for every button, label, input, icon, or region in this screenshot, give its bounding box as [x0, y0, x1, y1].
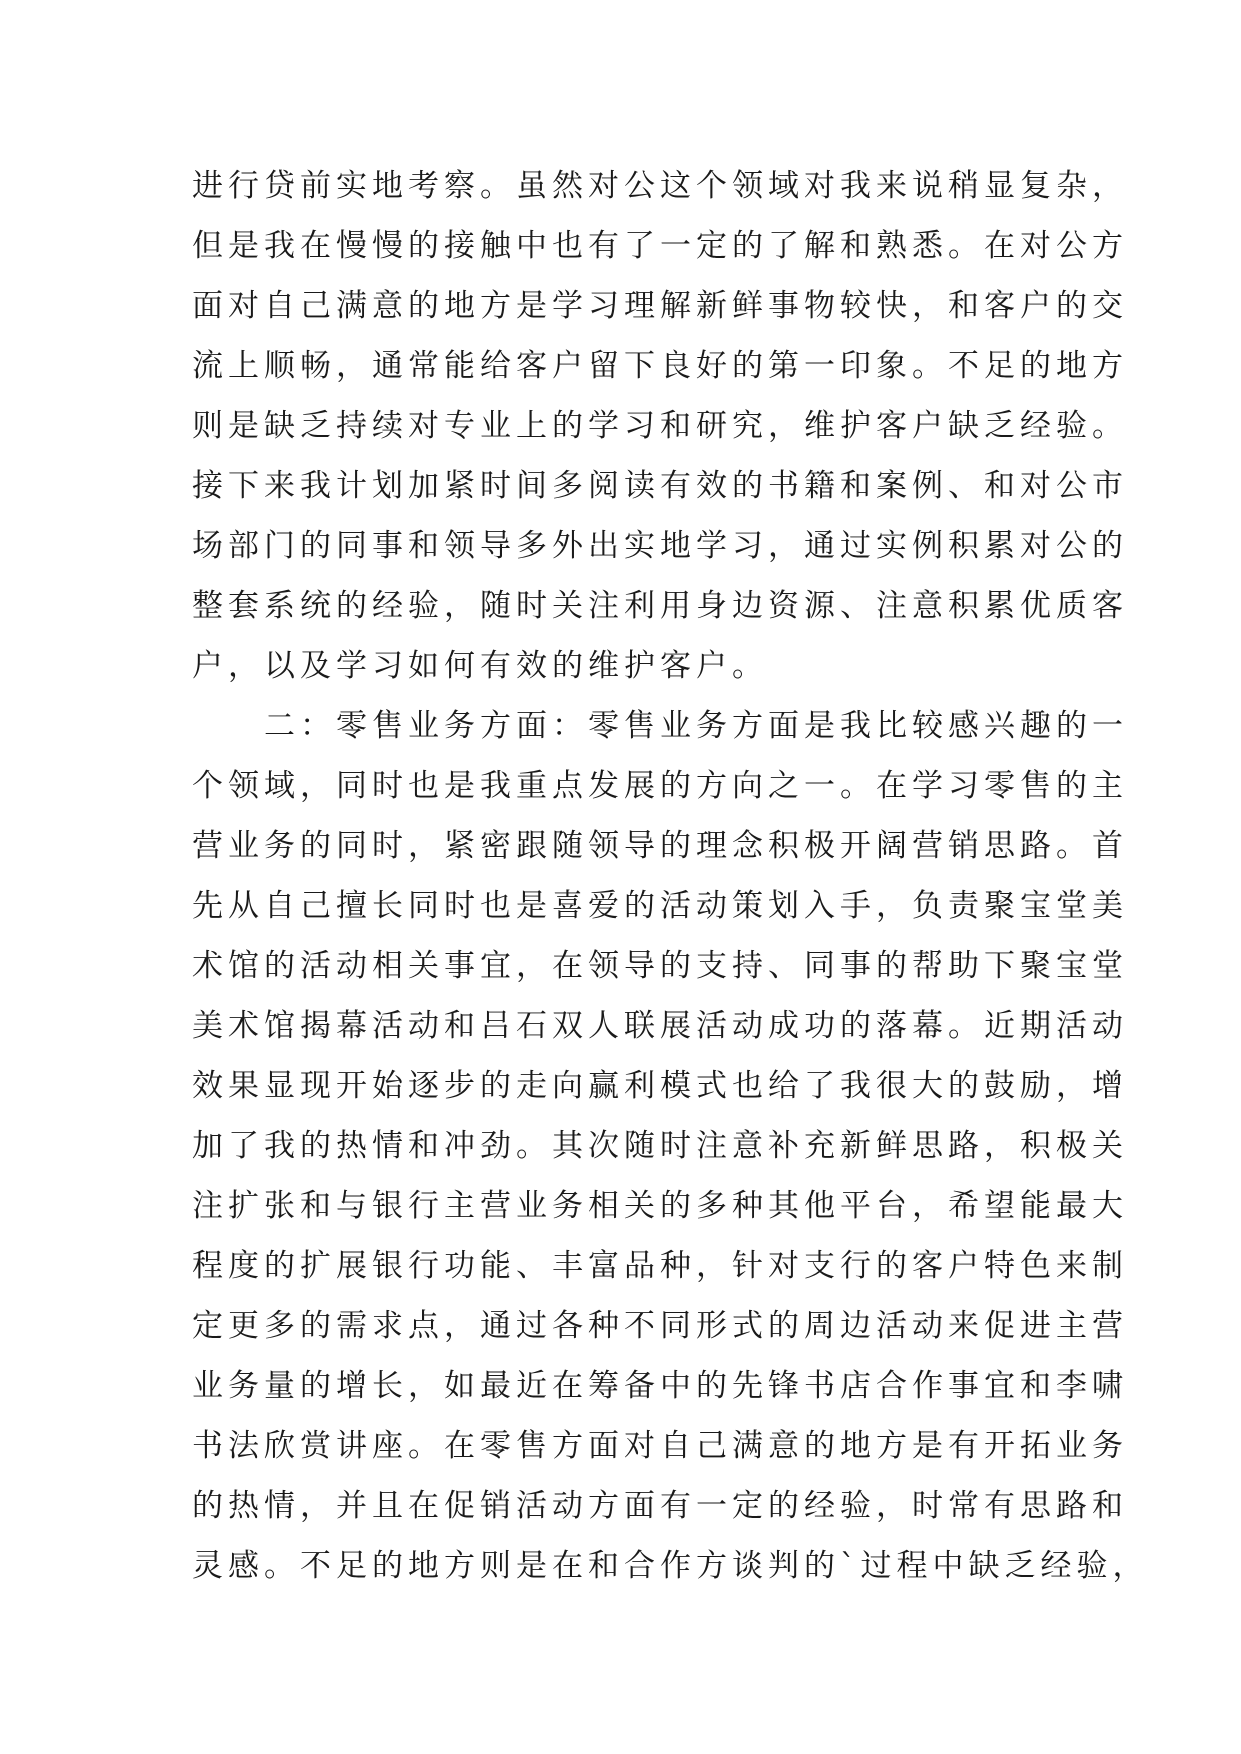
text-line: 个领域，同时也是我重点发展的方向之一。在学习零售的主	[192, 768, 1128, 804]
text-line: 美术馆揭幕活动和吕石双人联展活动成功的落幕。近期活动	[192, 1008, 1128, 1044]
text-line: 效果显现开始逐步的走向赢利模式也给了我很大的鼓励，增	[192, 1068, 1128, 1104]
text-line: 面对自己满意的地方是学习理解新鲜事物较快，和客户的交	[192, 288, 1128, 324]
section-heading-line: 二：零售业务方面：零售业务方面是我比较感兴趣的一	[192, 708, 1128, 744]
text-line: 但是我在慢慢的接触中也有了一定的了解和熟悉。在对公方	[192, 228, 1128, 264]
body-text	[192, 156, 1149, 1596]
text-line: 业务量的增长，如最近在筹备中的先锋书店合作事宜和李啸	[192, 1368, 1128, 1404]
text-line: 术馆的活动相关事宜，在领导的支持、同事的帮助下聚宝堂	[192, 948, 1128, 984]
text-line: 户，以及学习如何有效的维护客户。	[192, 648, 768, 684]
text-line: 场部门的同事和领导多外出实地学习，通过实例积累对公的	[192, 528, 1128, 564]
text-line: 注扩张和与银行主营业务相关的多种其他平台，希望能最大	[192, 1188, 1128, 1224]
text-line: 的热情，并且在促销活动方面有一定的经验，时常有思路和	[192, 1488, 1128, 1524]
text-line: 整套系统的经验，随时关注利用身边资源、注意积累优质客	[192, 588, 1128, 624]
text-line: 进行贷前实地考察。虽然对公这个领域对我来说稍显复杂，	[192, 168, 1128, 204]
text-line: 加了我的热情和冲劲。其次随时注意补充新鲜思路，积极关	[192, 1128, 1128, 1164]
text-line: 接下来我计划加紧时间多阅读有效的书籍和案例、和对公市	[192, 468, 1128, 504]
text-line: 流上顺畅，通常能给客户留下良好的第一印象。不足的地方	[192, 348, 1128, 384]
text-line: 程度的扩展银行功能、丰富品种，针对支行的客户特色来制	[192, 1248, 1128, 1284]
text-line: 书法欣赏讲座。在零售方面对自己满意的地方是有开拓业务	[192, 1428, 1128, 1464]
text-line: 则是缺乏持续对专业上的学习和研究，维护客户缺乏经验。	[192, 408, 1128, 444]
text-line: 灵感。不足的地方则是在和合作方谈判的`过程中缺乏经验，	[192, 1548, 1149, 1584]
text-line: 定更多的需求点，通过各种不同形式的周边活动来促进主营	[192, 1308, 1128, 1344]
text-line: 营业务的同时，紧密跟随领导的理念积极开阔营销思路。首	[192, 828, 1128, 864]
text-line: 先从自己擅长同时也是喜爱的活动策划入手，负责聚宝堂美	[192, 888, 1128, 924]
